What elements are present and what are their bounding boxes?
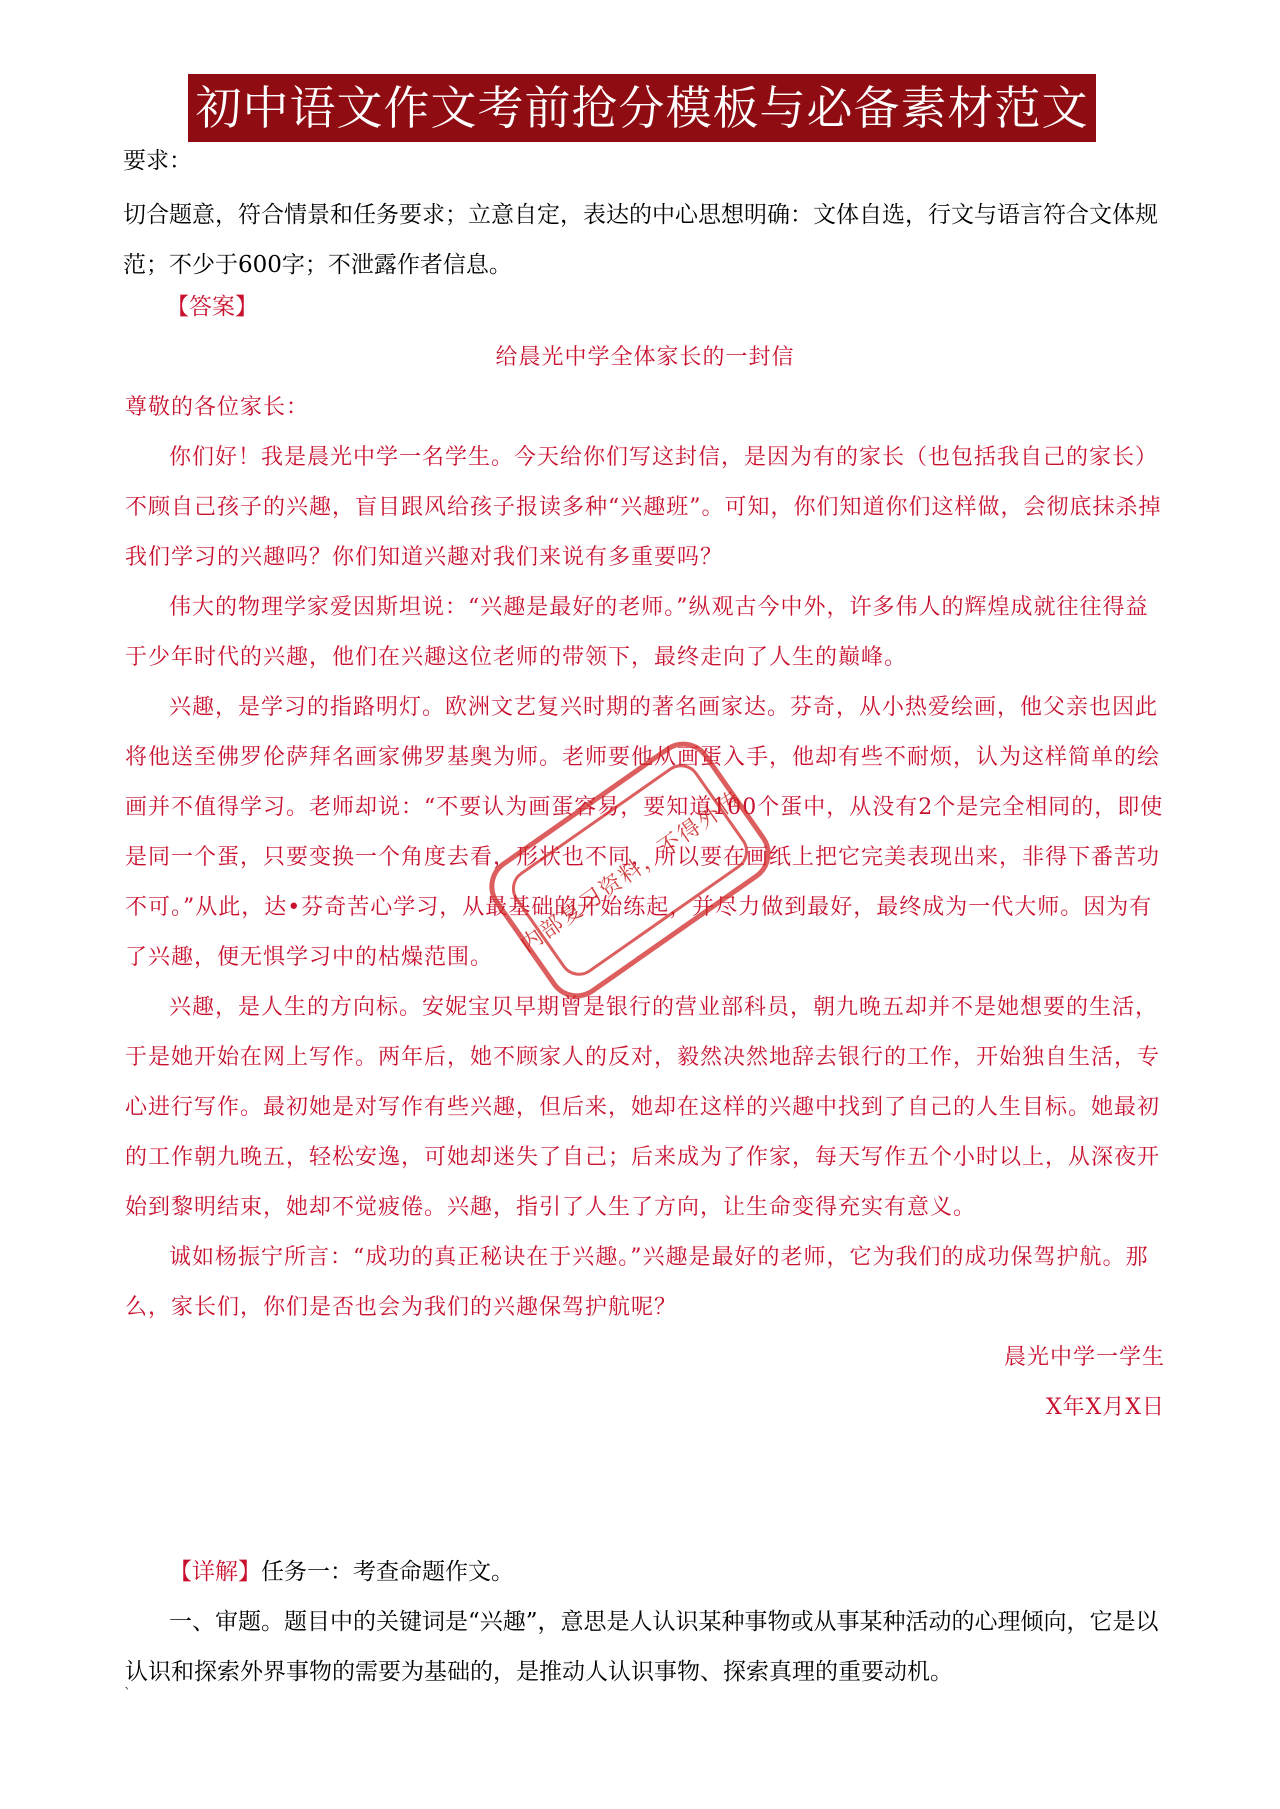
watermark-stamp-text: 内部复习资料，不得外传 bbox=[504, 756, 756, 983]
page-mark: ` bbox=[124, 1686, 131, 1702]
detail-heading bbox=[125, 1547, 1165, 1597]
letter-salutation: 尊敬的各位家长： bbox=[125, 395, 310, 420]
detail-section bbox=[125, 1547, 1165, 1697]
detail-text: 一、审题。题目中的关键词是“兴趣”，意思是人认识某种事物或从事某种活动的心理倾向，它是以认识和探索外界事物的需要为基础的，是推动人认识事物、探索真理的重要动机。 bbox=[125, 1609, 1159, 1685]
requirements-label: 要求： bbox=[123, 148, 192, 174]
essay-paragraph: 你们好！我是晨光中学一名学生。今天给你们写这封信，是因为有的家长（也包括我自己的家长）不顾自己孩子的兴趣，盲目跟风给孩子报读多种“兴趣班”。可知，你们知道你们这样做，会彻底抹杀掉我们学习的兴趣吗？你们知道兴趣对我们来说有多重要吗？ bbox=[125, 445, 1162, 570]
essay-paragraph: 伟大的物理学家爱因斯坦说：“兴趣是最好的老师。”纵观古今中外，许多伟人的辉煌成就往往得益于少年时代的兴趣，他们在兴趣这位老师的带领下，最终走向了人生的巅峰。 bbox=[125, 595, 1149, 670]
requirements-text: 切合题意，符合情景和任务要求；立意自定，表达的中心思想明确：文体自选，行文与语言符合文体规范；不少于600字；不泄露作者信息。 bbox=[123, 202, 1158, 278]
answer-tag: 【答案】 bbox=[166, 294, 258, 320]
detail-tag: 【详解】 bbox=[169, 1559, 261, 1585]
letter-title: 给晨光中学全体家长的一封信 bbox=[495, 345, 795, 370]
essay-paragraph: 兴趣，是人生的方向标。安妮宝贝早期曾是银行的营业部科员，朝九晚五却并不是她想要的生活，于是她开始在网上写作。两年后，她不顾家人的反对，毅然决然地辞去银行的工作，开始独自生活，专心进行写作。最初她是对写作有些兴趣，但后来，她却在这样的兴趣中找到了自己的人生目标。她最初的工作朝九晚五，轻松安逸，可她却迷失了自己；后来成为了作家，每天写作五个小时以上，从深夜开始到黎明结束，她却不觉疲倦。兴趣，指引了人生了方向，让生命变得充实有意义。 bbox=[125, 995, 1161, 1220]
essay-paragraph: 诚如杨振宁所言：“成功的真正秘诀在于兴趣。”兴趣是最好的老师，它为我们的成功保驾护航。那么，家长们，你们是否也会为我们的兴趣保驾护航呢？ bbox=[125, 1245, 1149, 1320]
essay-paragraph: 兴趣，是学习的指路明灯。欧洲文艺复兴时期的著名画家达。芬奇，从小热爱绘画，他父亲也因此将他送至佛罗伦萨拜名画家佛罗基奥为师。老师要他从画蛋入手，他却有些不耐烦，认为这样简单的绘画并不值得学习。老师却说：“不要认为画蛋容易，要知道100个蛋中，从没有2个是完全相同的，即使是同一个蛋，只要变换一个角度去看，形状也不同，所以要在画纸上把它完美表现出来，非得下番苦功不可。”从此，达•芬奇苦心学习，从最基础的开始练起，并尽力做到最好，最终成为一代大师。因为有了兴趣，便无惧学习中的枯燥范围。 bbox=[125, 695, 1164, 970]
detail-task: 任务一：考查命题作文。 bbox=[261, 1559, 514, 1585]
letter-date: X年X月X日 bbox=[1046, 1395, 1165, 1420]
letter-signature: 晨光中学一学生 bbox=[1003, 1345, 1165, 1370]
document-title: 初中语文作文考前抢分模板与必备素材范文 bbox=[188, 74, 1096, 142]
